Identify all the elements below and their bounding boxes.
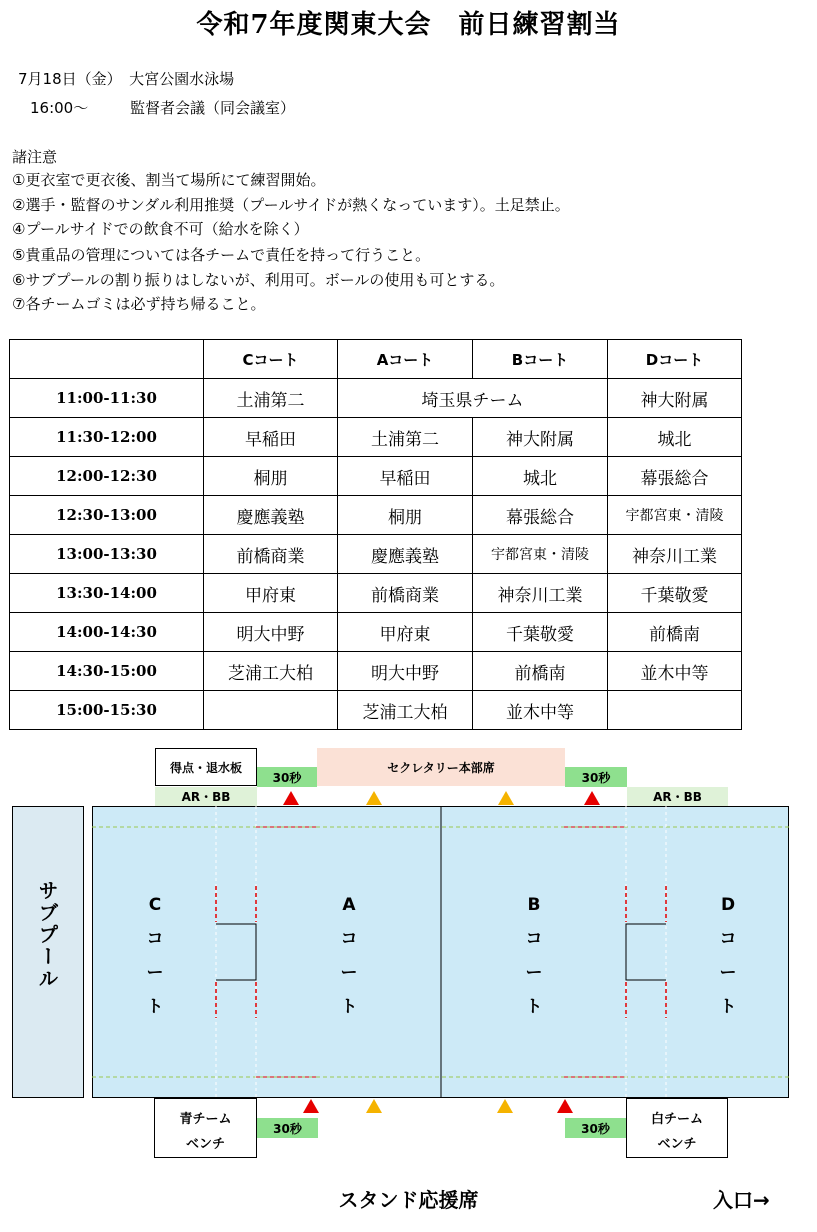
court-d-cell: 並木中等 (608, 652, 742, 691)
time-cell: 11:30-12:00 (10, 418, 204, 457)
court-a-cell: 前橋商業 (338, 574, 473, 613)
time-cell: 12:00-12:30 (10, 457, 204, 496)
yellow-marker-icon (366, 1099, 382, 1113)
court-d-cell (608, 691, 742, 730)
court-b-cell: 前橋南 (473, 652, 608, 691)
court-c-cell: 甲府東 (204, 574, 338, 613)
header-cell: Aコート (338, 340, 473, 379)
table-row (10, 457, 742, 496)
entrance-label: 入口→ (713, 1188, 770, 1212)
schedule-table (9, 339, 742, 730)
sub-pool-label: サブプール (35, 880, 59, 990)
blue-team-bench (154, 1098, 257, 1158)
court-a-label: A コ ー ト (340, 895, 358, 1017)
shot-clock-bottom-left: 30秒 (257, 1118, 318, 1138)
court-c-cell: 慶應義塾 (204, 496, 338, 535)
court-b-cell: 千葉敬愛 (473, 613, 608, 652)
court-d-cell: 神奈川工業 (608, 535, 742, 574)
court-c-cell: 前橋商業 (204, 535, 338, 574)
red-marker-icon (283, 791, 299, 805)
shot-clock-bottom-right: 30秒 (565, 1118, 626, 1138)
meeting-time: 16:00〜 (30, 99, 89, 117)
red-marker-icon (584, 791, 600, 805)
court-c-cell: 土浦第二 (204, 379, 338, 418)
time-cell: 15:00-15:30 (10, 691, 204, 730)
table-row (10, 496, 742, 535)
table-row (10, 652, 742, 691)
court-d-label: D コ ー ト (719, 895, 737, 1017)
shot-clock-right: 30秒 (565, 767, 627, 787)
time-cell: 12:30-13:00 (10, 496, 204, 535)
header-cell: Cコート (204, 340, 338, 379)
secretary-desk: セクレタリー本部席 (317, 748, 565, 786)
stand-seating-label: スタンド応援席 (338, 1188, 479, 1212)
yellow-marker-icon (497, 1099, 513, 1113)
shot-clock-left: 30秒 (257, 767, 317, 787)
court-b-cell: 幕張総合 (473, 496, 608, 535)
court-b-cell: 神大附属 (473, 418, 608, 457)
time-cell: 14:30-15:00 (10, 652, 204, 691)
court-a-cell: 土浦第二 (338, 418, 473, 457)
notes-heading: 諸注意 (12, 148, 58, 166)
white-bench-line2: ベンチ (657, 1137, 697, 1152)
court-c-cell: 芝浦工大柏 (204, 652, 338, 691)
court-ab-cell: 埼玉県チーム (338, 379, 608, 418)
note-item: ④プールサイドでの飲食不可（給水を除く） (12, 220, 309, 238)
table-row (10, 418, 742, 457)
court-d-cell: 城北 (608, 418, 742, 457)
table-header-row (10, 340, 742, 379)
court-a-cell: 芝浦工大柏 (338, 691, 473, 730)
court-b-cell: 城北 (473, 457, 608, 496)
header-cell (10, 340, 204, 379)
court-c-label: C コ ー ト (146, 895, 164, 1017)
white-team-bench (626, 1098, 728, 1158)
pool-lines (92, 806, 789, 1098)
blue-bench-line2: ベンチ (185, 1137, 225, 1152)
ar-bb-left: AR・BB (155, 787, 257, 806)
time-cell: 13:00-13:30 (10, 535, 204, 574)
court-a-cell: 桐朋 (338, 496, 473, 535)
court-a-cell: 慶應義塾 (338, 535, 473, 574)
yellow-marker-icon (366, 791, 382, 805)
note-item: ⑥サブプールの割り振りはしないが、利用可。ボールの使用も可とする。 (12, 271, 505, 289)
table-row (10, 535, 742, 574)
note-item: ②選手・監督のサンダル利用推奨（プールサイドが熱くなっています）。土足禁止。 (12, 196, 570, 214)
time-cell: 13:30-14:00 (10, 574, 204, 613)
court-b-label: B コ ー ト (525, 895, 543, 1017)
time-cell: 11:00-11:30 (10, 379, 204, 418)
note-item: ⑦各チームゴミは必ず持ち帰ること。 (12, 295, 266, 313)
ar-bb-right: AR・BB (627, 787, 728, 806)
white-bench-line1: 白チーム (650, 1112, 703, 1127)
meeting-date-venue: 7月18日（金） 大宮公園水泳場 (18, 70, 235, 88)
note-item: ⑤貴重品の管理については各チームで責任を持って行うこと。 (12, 246, 431, 264)
meeting-name: 監督者会議（同会議室） (130, 99, 296, 117)
court-d-cell: 神大附属 (608, 379, 742, 418)
court-a-cell: 甲府東 (338, 613, 473, 652)
note-item: ①更衣室で更衣後、割当て場所にて練習開始。 (12, 171, 326, 189)
table-row (10, 574, 742, 613)
score-board: 得点・退水板 (155, 748, 257, 786)
court-c-cell (204, 691, 338, 730)
court-c-cell: 桐朋 (204, 457, 338, 496)
red-marker-icon (303, 1099, 319, 1113)
yellow-marker-icon (498, 791, 514, 805)
page-title: 令和7年度関東大会 前日練習割当 (196, 10, 621, 40)
court-b-cell: 宇都宮東・清陵 (473, 535, 608, 574)
blue-bench-line1: 青チーム (179, 1112, 232, 1127)
table-row (10, 379, 742, 418)
court-d-cell: 前橋南 (608, 613, 742, 652)
table-row (10, 691, 742, 730)
header-cell: Bコート (473, 340, 608, 379)
court-c-cell: 早稲田 (204, 418, 338, 457)
header-cell: Dコート (608, 340, 742, 379)
court-b-cell: 並木中等 (473, 691, 608, 730)
court-d-cell: 宇都宮東・清陵 (608, 496, 742, 535)
court-c-cell: 明大中野 (204, 613, 338, 652)
red-marker-icon (557, 1099, 573, 1113)
table-row (10, 613, 742, 652)
time-cell: 14:00-14:30 (10, 613, 204, 652)
court-a-cell: 早稲田 (338, 457, 473, 496)
court-d-cell: 千葉敬愛 (608, 574, 742, 613)
court-d-cell: 幕張総合 (608, 457, 742, 496)
court-a-cell: 明大中野 (338, 652, 473, 691)
court-b-cell: 神奈川工業 (473, 574, 608, 613)
